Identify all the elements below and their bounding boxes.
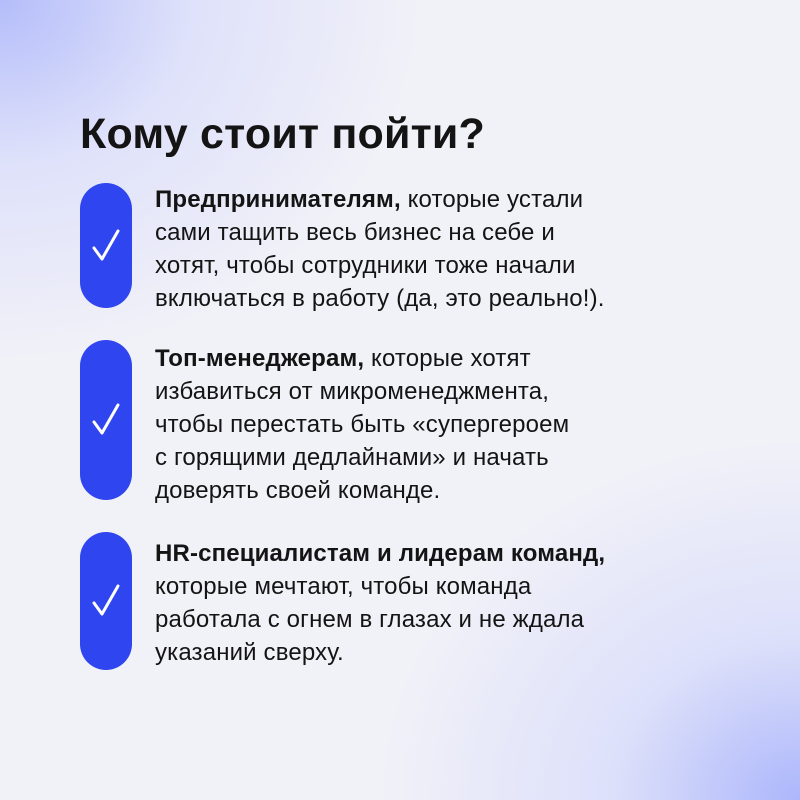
item-line: хотят, чтобы сотрудники тоже начали bbox=[155, 252, 576, 279]
item-line: которые устали bbox=[400, 186, 584, 213]
item-line: с горящими дедлайнами» и начать bbox=[155, 444, 549, 471]
check-badge bbox=[80, 183, 132, 308]
item-line: чтобы перестать быть «супергероем bbox=[155, 411, 570, 438]
item-line: доверять своей команде. bbox=[155, 477, 441, 504]
check-icon bbox=[91, 228, 121, 264]
item-first-line bbox=[155, 183, 745, 216]
item-line: работала с огнем в глазах и не ждала bbox=[155, 606, 585, 633]
item-line: включаться в работу (да, это реально!). bbox=[155, 285, 605, 312]
item-line: избавиться от микроменеджмента, bbox=[155, 378, 550, 405]
item-line: которые мечтают, чтобы команда bbox=[155, 573, 532, 600]
check-badge bbox=[80, 340, 132, 500]
item-text bbox=[155, 537, 745, 669]
check-icon bbox=[91, 583, 121, 619]
item-bold-lead: Предпринимателям, bbox=[155, 186, 401, 213]
item-line: указаний сверху. bbox=[155, 639, 344, 666]
item-line: которые хотят bbox=[364, 345, 531, 372]
item-first-line bbox=[155, 537, 745, 570]
check-icon bbox=[91, 402, 121, 438]
item-bold-lead: HR-специалистам и лидерам команд, bbox=[155, 540, 606, 567]
item-first-line bbox=[155, 342, 745, 375]
page-title: Кому стоит пойти? bbox=[80, 110, 485, 158]
item-text bbox=[155, 183, 745, 315]
item-line: сами тащить весь бизнес на себе и bbox=[155, 219, 555, 246]
check-badge bbox=[80, 532, 132, 670]
item-bold-lead: Топ-менеджерам, bbox=[155, 345, 365, 372]
item-text bbox=[155, 342, 745, 507]
